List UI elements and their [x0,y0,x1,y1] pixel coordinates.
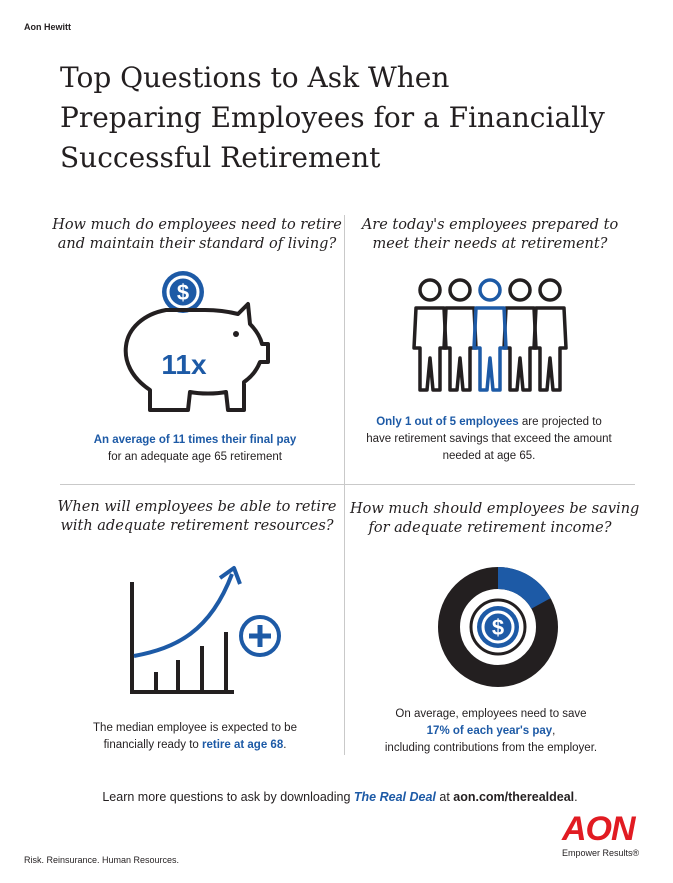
cta-text: . [574,790,578,804]
growth-chart-icon [128,568,288,698]
cta-url-link[interactable]: aon.com/therealdeal [453,790,575,804]
panel-caption [60,432,330,466]
caption-text: have retirement savings that exceed the amount [366,433,612,445]
page-title [60,58,650,178]
caption-highlight: retire at age 68 [202,739,284,751]
dollar-coin-icon [162,271,204,313]
question-heading [52,216,342,254]
question-heading [350,500,640,538]
question-line: with adequate retirement resources? [60,518,334,534]
caption-highlight: 17% of each year's pay [426,725,553,737]
people-group-icon [408,278,568,394]
cta-text: at [435,790,454,804]
vertical-divider [344,215,345,755]
caption-highlight: Only 1 out of 5 employees [376,416,519,428]
question-line: How much should employees be saving [350,501,640,517]
caption-text: . [283,739,287,751]
caption-text: including contributions from the employer. [384,742,598,754]
caption-text: financially ready to [103,739,203,751]
cta-text: Learn more questions to ask by downloading [102,790,354,804]
caption-highlight: An average of 11 times their final pay [93,434,297,446]
panel-caption [60,720,330,754]
panel-caption [350,706,632,757]
logo-tagline: Empower Results® [562,848,640,858]
caption-text: , [552,725,556,737]
caption-text: On average, employees need to save [395,708,587,720]
call-to-action [60,790,620,804]
caption-text: for an adequate age 65 retirement [108,451,282,463]
panel-caption [348,414,630,465]
plus-circle-icon [241,617,279,655]
question-line: When will employees be able to retire [57,499,337,515]
question-line: How much do employees need to retire [52,217,342,233]
caption-text: The median employee is expected to be [93,722,297,734]
piggy-bank-icon [110,270,270,420]
footer-tagline: Risk. Reinsurance. Human Resources. [24,855,180,865]
question-heading [350,216,630,254]
title-line: Top Questions to Ask When [60,61,450,94]
piggy-label: 11x [161,349,207,380]
question-line: for adequate retirement income? [368,520,612,536]
svg-text:$: $ [176,280,190,305]
donut-chart-icon [436,565,560,689]
logo-word: AON [562,810,635,848]
brand-name: Aon Hewitt [24,22,71,32]
horizontal-divider [60,484,635,485]
question-line: Are today's employees prepared to [361,217,619,233]
dollar-sign: $ [491,615,505,640]
title-line: Successful Retirement [60,141,381,174]
question-heading [52,498,342,536]
caption-text: are projected to [518,416,602,428]
question-line: meet their needs at retirement? [372,236,608,252]
title-line: Preparing Employees for a Financially [60,101,605,134]
question-line: and maintain their standard of living? [57,236,337,252]
aon-logo [562,812,662,858]
real-deal-link[interactable]: The Real Deal [353,790,436,804]
caption-text: needed at age 65. [442,450,536,462]
